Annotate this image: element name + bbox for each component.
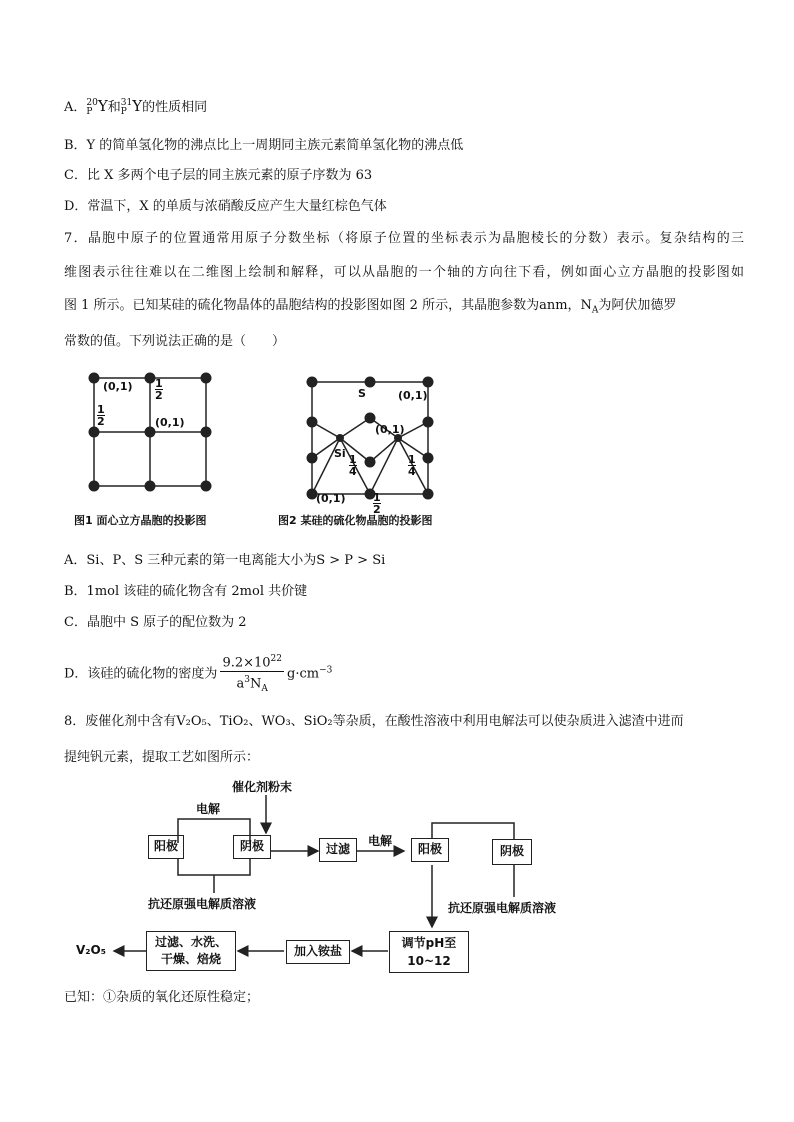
density-fraction: $\frac{9.2\times 10^{22}}{a^3N_A}$ <box>220 651 284 697</box>
fig2-s-atom <box>423 489 434 500</box>
fig2-label-quarter-left: $\frac{1}{4}$ <box>349 453 357 478</box>
q8-stem-line2: 提纯钒元素，提取工艺如图所示： <box>64 750 260 765</box>
fig2-s-atom <box>307 377 318 388</box>
fig2-si-atom <box>336 434 344 442</box>
q6-option-a: A． 20 P Y和 31 P Y的性质相同 <box>64 97 208 117</box>
q8-known-condition: 已知：①杂质的氧化还原性稳定； <box>64 990 260 1005</box>
fig2-label-01-bottom: (0,1) <box>316 492 346 505</box>
flow-electrolysis-1: 电解 <box>196 802 221 816</box>
fig1-atom <box>201 481 212 492</box>
flow-cathode-2: 阴极 <box>492 839 532 865</box>
q7-stem-line4: 常数的值。下列说法正确的是（ ） <box>64 334 286 349</box>
q8-stem-line1: 8．废催化剂中含有V₂O₅、TiO₂、WO₃、SiO₂等杂质，在酸性溶液中利用电解法可以使杂质进入滤渣中进而 <box>64 714 684 729</box>
flow-final-step: 过滤、水洗、 干燥、焙烧 <box>146 931 236 971</box>
fig2-s-atom <box>365 457 376 468</box>
fig1-atom <box>89 373 100 384</box>
q6-option-d: D．常温下，X 的单质与浓硝酸反应产生大量红棕色气体 <box>64 199 387 214</box>
fig1-atom <box>145 481 156 492</box>
flow-anode-2: 阳极 <box>411 838 449 862</box>
flow-electrolyte-2: 抗还原强电解质溶液 <box>448 901 557 915</box>
fig2-s-atom <box>307 453 318 464</box>
fig2-label-s: S <box>358 387 366 400</box>
fig2-label-01-topright: (0,1) <box>398 389 428 402</box>
fig2-s-atom <box>365 377 376 388</box>
fig2-s-atom <box>423 453 434 464</box>
q8-impurities: V₂O₅、TiO₂、WO₃、SiO₂ <box>176 714 333 729</box>
fig1-label-half-top: $\frac{1}{2}$ <box>155 377 163 402</box>
q7-option-d: D．该硅的硫化物的密度为 $\frac{9.2\times 10^{22}}{a^3N_A}$ $g\cdot cm^{-3}$ <box>64 651 332 697</box>
q7-stem-line1: 7．晶胞中原子的位置通常用原子分数坐标（将原子位置的坐标表示为晶胞棱长的分数）表示。复杂结构的三 <box>64 231 744 246</box>
fig2-s-atom <box>365 413 376 424</box>
q7-stem-line2: 维图表示往往难以在二维图上绘制和解释，可以从晶胞的一个轴的方向往下看，例如面心立方晶胞的投影图如 <box>64 265 744 280</box>
fig2-caption: 图2 某硅的硫化物晶胞的投影图 <box>278 514 433 527</box>
flow-adjust-ph: 调节pH至 10~12 <box>389 931 469 973</box>
fig1-atom <box>201 373 212 384</box>
fig2-s-atom <box>423 377 434 388</box>
flow-catalyst-powder: 催化剂粉末 <box>232 780 293 794</box>
q6-option-b: B．Y 的简单氢化物的沸点比上一周期同主族元素简单氢化物的沸点低 <box>64 138 464 153</box>
fig2-s-atom <box>307 417 318 428</box>
flow-anode-1: 阳极 <box>148 835 184 859</box>
fig1-label-half-left: $\frac{1}{2}$ <box>97 403 105 428</box>
q7-option-b: B．1mol 该硅的硫化物含有 2mol 共价键 <box>64 584 308 599</box>
flow-cathode-1: 阴极 <box>233 835 271 859</box>
fig1-atom <box>145 427 156 438</box>
fig2-label-si: Si <box>334 447 346 460</box>
flow-product: V₂O₅ <box>76 943 106 957</box>
fig1-label-01-mid: (0,1) <box>155 416 185 429</box>
fig1-atom <box>201 427 212 438</box>
fig1-atom <box>89 481 100 492</box>
fig2-label-quarter-right: $\frac{1}{4}$ <box>408 453 416 478</box>
fig1-atom <box>145 373 156 384</box>
fig1-atom <box>89 427 100 438</box>
fig1-caption: 图1 面心立方晶胞的投影图 <box>74 514 207 527</box>
fig2-label-01-mid: (0,1) <box>375 423 405 436</box>
q7-option-c: C．晶胞中 S 原子的配位数为 2 <box>64 615 247 630</box>
flow-electrolysis-2: 电解 <box>368 834 393 848</box>
fig2-s-atom <box>423 417 434 428</box>
flow-electrolyte-1: 抗还原强电解质溶液 <box>148 897 257 911</box>
q6-option-c: C．比 X 多两个电子层的同主族元素的原子序数为 63 <box>64 168 373 183</box>
flow-filter-1: 过滤 <box>319 838 357 862</box>
flow-add-ammonium: 加入铵盐 <box>286 940 350 964</box>
fig2-label-half-bottom: $\frac{1}{2}$ <box>373 491 381 516</box>
q7-option-a: A．Si、P、S 三种元素的第一电离能大小为S > P > Si <box>64 553 386 568</box>
q7-stem-line3: 图 1 所示。已知某硅的硫化物晶体的晶胞结构的投影图如图 2 所示，其晶胞参数为anm，$N_A$为阿伏加德罗 <box>64 298 677 316</box>
fig1-label-01-top: (0,1) <box>103 380 133 393</box>
